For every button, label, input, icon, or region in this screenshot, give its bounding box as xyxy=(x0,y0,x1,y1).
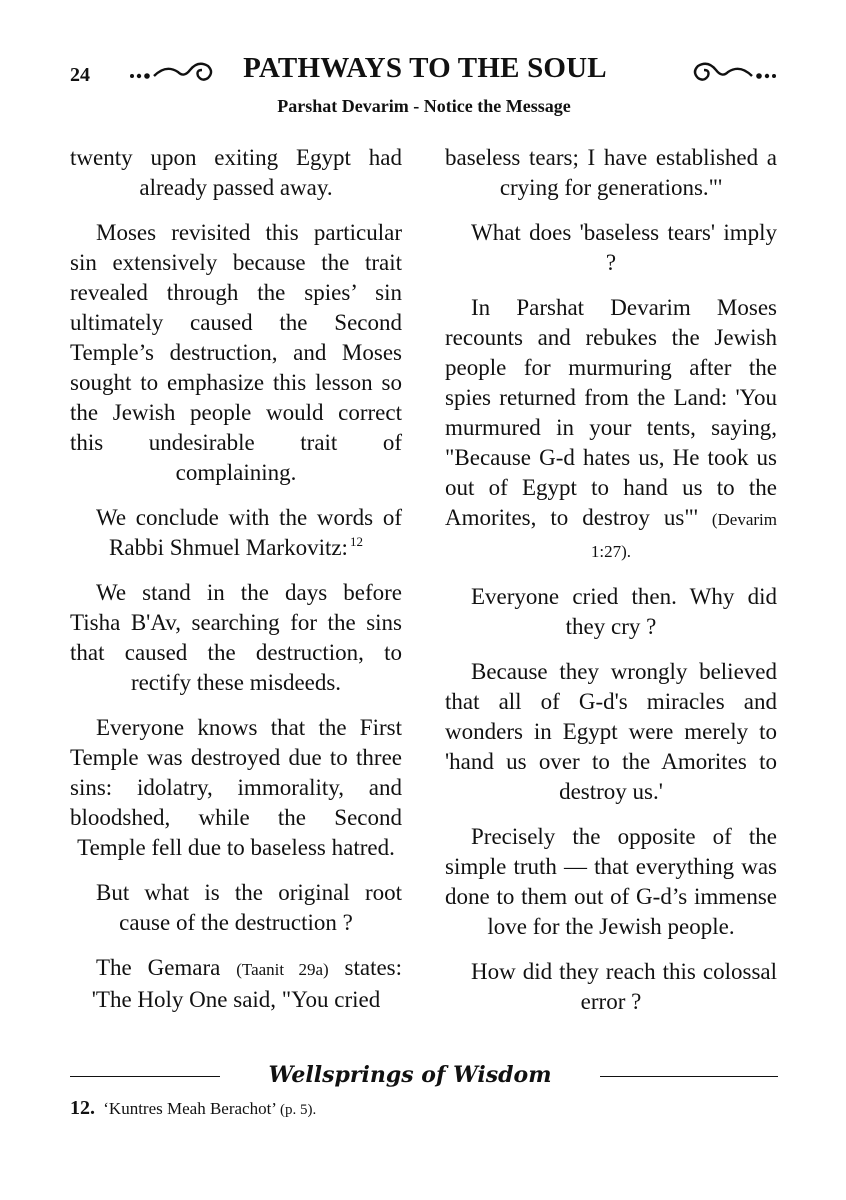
paragraph: baseless tears; I have established a crying for generations."' xyxy=(445,145,777,200)
paragraph-text: We conclude with the words of Rabbi Shmuel Markovitz: xyxy=(96,505,402,560)
footnote-text: ‘Kuntres Meah Berachot’ xyxy=(103,1099,276,1118)
paragraph: We stand in the days before Tisha B'Av, searching for the sins that caused the destruction, to rectify these misdeeds. xyxy=(70,580,402,695)
paragraph xyxy=(445,293,777,567)
paragraph-text: The Gemara xyxy=(96,955,221,980)
paragraph: But what is the original root cause of the destruction ? xyxy=(96,880,402,935)
flourish-left-icon xyxy=(128,56,218,86)
source-citation: (Devarim 1:27). xyxy=(590,510,777,561)
footer-banner xyxy=(70,1062,778,1088)
footnote-citation: (p. 5). xyxy=(279,1102,317,1118)
paragraph: Precisely the opposite of the simple truth — that everything was done to them out of G-d’s immense love for the Jewish people. xyxy=(445,824,777,939)
page-number: 24 xyxy=(70,64,90,86)
right-column xyxy=(445,143,777,1032)
chapter-subtitle: Parshat Devarim - Notice the Message xyxy=(277,96,571,116)
paragraph: What does 'baseless tears' imply ? xyxy=(471,220,777,275)
footnote xyxy=(70,1097,316,1120)
left-column xyxy=(70,143,402,1030)
flourish-right-icon xyxy=(688,56,778,86)
footnote-ref: 12 xyxy=(349,534,363,550)
footer-banner-text: Wellsprings of Wisdom xyxy=(268,1062,552,1088)
footer-divider-right xyxy=(600,1076,778,1077)
paragraph xyxy=(70,953,402,1015)
footer-divider-left xyxy=(70,1076,220,1077)
paragraph: twenty upon exiting Egypt had already passed away. xyxy=(70,145,402,200)
source-citation: (Taanit 29a) xyxy=(236,960,329,979)
page-header xyxy=(70,52,778,92)
paragraph: Everyone knows that the First Temple was destroyed due to three sins: idolatry, immorality, and bloodshed, while the Second Temple fell due to baseless hatred. xyxy=(70,715,402,860)
paragraph: Moses revisited this particular sin extensively because the trait revealed through the spies’ sin ultimately caused the Second Temple’s destruction, and Moses sought to emphasize this lesson so the Jewish people would correct this undesirable trait of complaining. xyxy=(70,220,402,485)
paragraph xyxy=(70,503,402,563)
paragraph-text: states: 'The Holy One said, "You cried xyxy=(91,955,403,1012)
footnote-number: 12. xyxy=(70,1097,95,1119)
paragraph: Because they wrongly believed that all of G-d's miracles and wonders in Egypt were merely to 'hand us over to the Amorites to destroy us.' xyxy=(445,659,777,804)
paragraph-text: In Parshat Devarim Moses recounts and rebukes the Jewish people for murmuring after the spies returned from the Land: 'You murmured in your tents, saying, "Because G-d hates us, He took us out of Egypt to hand us to the Amorites, to destroy us"' xyxy=(445,295,777,530)
paragraph: Everyone cried then. Why did they cry ? xyxy=(471,584,777,639)
book-title: PATHWAYS TO THE SOUL xyxy=(243,52,607,84)
paragraph: How did they reach this colossal error ? xyxy=(471,959,777,1014)
title-banner xyxy=(128,52,778,92)
